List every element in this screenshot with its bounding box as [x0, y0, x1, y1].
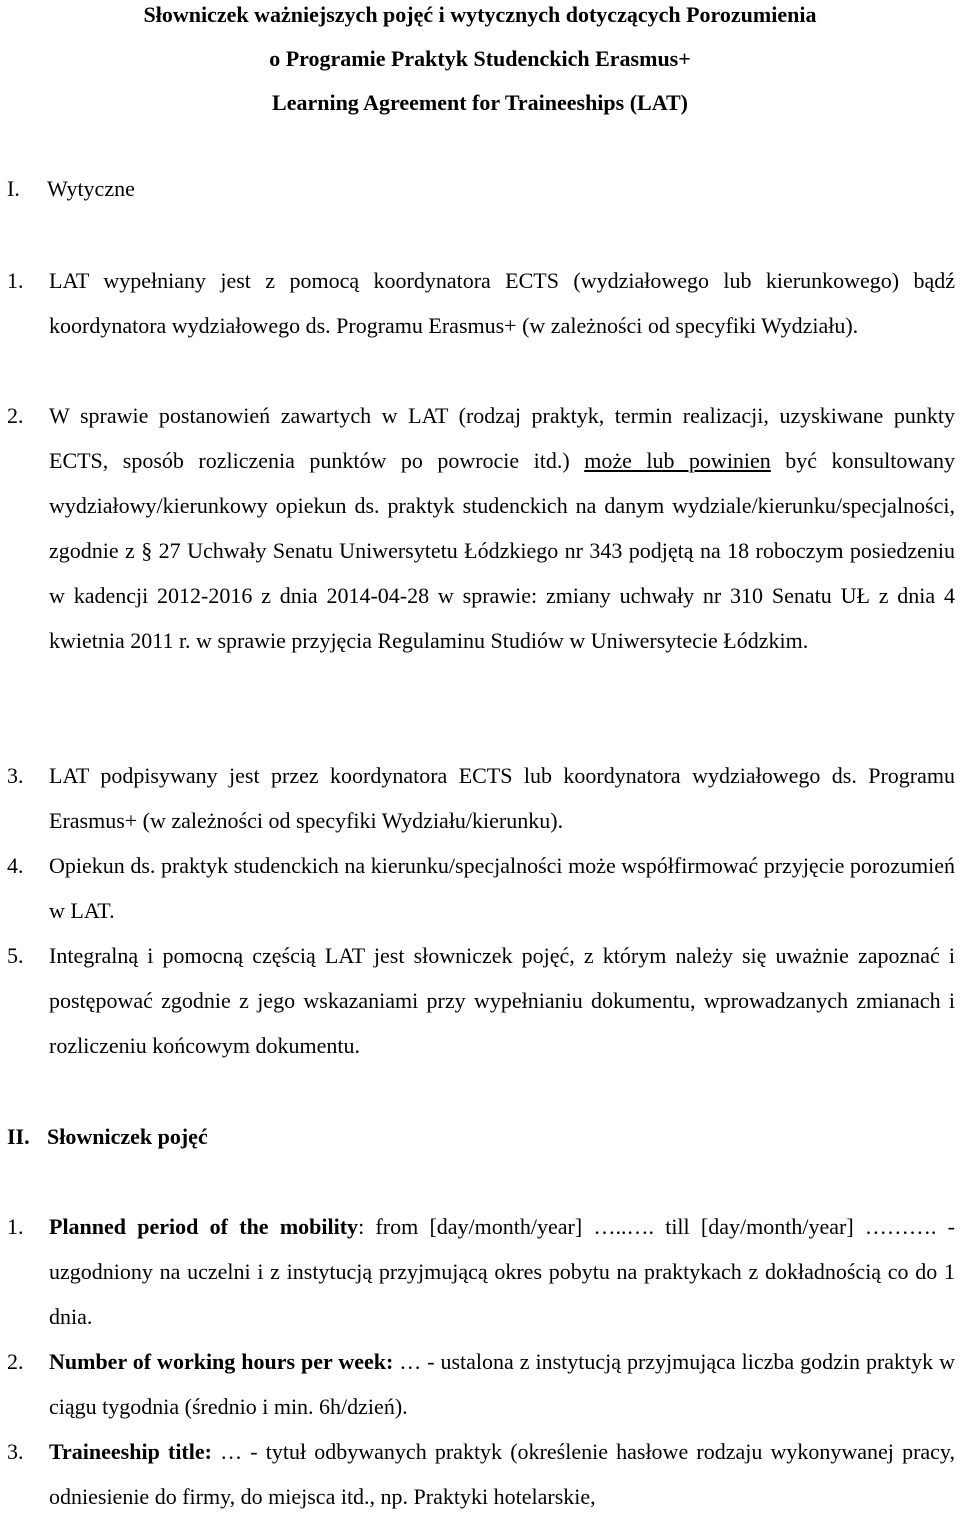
list-item: [7, 753, 955, 843]
list-item: [7, 843, 955, 933]
section-label: Wytyczne: [47, 176, 135, 201]
document-title: [0, 0, 960, 132]
glossary-definition: : from [day/month/year] …..…. till [day/month/year] ………. - uzgodniony na uczelni i z instytucją przyjmującą okres pobytu na praktykach z dokładnością co do 1 dnia.: [49, 1214, 955, 1329]
item-text: Opiekun ds. praktyk studenckich na kierunku/specjalności może współfirmować przyjęcie porozumień w LAT.: [49, 853, 955, 923]
section-label: Słowniczek pojęć: [47, 1124, 208, 1149]
glossary-term: Traineeship title:: [49, 1439, 212, 1464]
glossary-definition: … - ustalona z instytucją przyjmująca liczba godzin praktyk w ciągu tygodnia (średnio i min. 6h/dzień).: [49, 1349, 955, 1419]
section-heading-glossary: [7, 1124, 208, 1150]
item-number: 1.: [7, 1214, 24, 1239]
item-number: 1.: [7, 268, 24, 293]
item-text: [49, 1339, 955, 1429]
item-text: LAT podpisywany jest przez koordynatora ECTS lub koordynatora wydziałowego ds. Programu Erasmus+ (w zależności od specyfiki Wydziału/kierunku).: [49, 763, 955, 833]
item-text-part: W sprawie postanowień zawartych w LAT (rodzaj praktyk, termin realizacji, uzyskiwane punkty ECTS, sposób rozliczenia punktów po powrocie itd.): [49, 403, 955, 473]
item-text: Integralną i pomocną częścią LAT jest słowniczek pojęć, z którym należy się uważnie zapoznać i postępować zgodnie z jego wskazaniami przy wypełnianiu dokumentu, wprowadzanych zmianach i rozliczeniu końcowym dokumentu.: [49, 943, 955, 1058]
title-line-3: Learning Agreement for Traineeships (LAT): [272, 90, 688, 115]
list-item: [7, 1204, 955, 1339]
section-number: II.: [7, 1124, 30, 1149]
list-item: [7, 933, 955, 1068]
list-item: [7, 258, 955, 348]
list-item: [7, 1429, 955, 1519]
item-number: 5.: [7, 943, 24, 968]
glossary-term: Number of working hours per week:: [49, 1349, 394, 1374]
section-number: I.: [7, 176, 20, 201]
item-text: [49, 393, 955, 663]
item-text-part: być konsultowany wydziałowy/kierunkowy opiekun ds. praktyk studenckich na danym wydziale/kierunku/specjalności, zgodnie z § 27 Uchwały Senatu Uniwersytetu Łódzkiego nr 343 podjętą na 18 roboczym posiedzeniu w kadencji 2012-2016 z dnia 2014-04-28 w sprawie: zmiany uchwały nr 310 Senatu UŁ z dnia 4 kwietnia 2011 r. w sprawie przyjęcia Regulaminu Studiów w Uniwersytecie Łódzkim.: [49, 448, 955, 653]
list-item: [7, 1339, 955, 1429]
glossary-term: Planned period of the mobility: [49, 1214, 359, 1239]
item-number: 4.: [7, 853, 24, 878]
title-line-2: o Programie Praktyk Studenckich Erasmus+: [269, 46, 691, 71]
item-text: [49, 1429, 955, 1519]
item-number: 3.: [7, 763, 24, 788]
item-text: LAT wypełniany jest z pomocą koordynatora ECTS (wydziałowego lub kierunkowego) bądź koordynatora wydziałowego ds. Programu Erasmus+ (w zależności od specyfiki Wydziału).: [49, 268, 955, 338]
item-text: [49, 1204, 955, 1339]
title-line-1: Słowniczek ważniejszych pojęć i wytycznych dotyczących Porozumienia: [143, 2, 817, 27]
list-item: [7, 393, 955, 663]
item-number: 2.: [7, 403, 24, 428]
underlined-text: może lub powinien: [584, 448, 771, 473]
glossary-definition: … - tytuł odbywanych praktyk (określenie hasłowe rodzaju wykonywanej pracy, odniesienie do firmy, do miejsca itd., np. Praktyki hotelarskie,: [49, 1439, 956, 1509]
section-heading-guidelines: [7, 176, 135, 202]
item-number: 3.: [7, 1439, 24, 1464]
item-number: 2.: [7, 1349, 24, 1374]
